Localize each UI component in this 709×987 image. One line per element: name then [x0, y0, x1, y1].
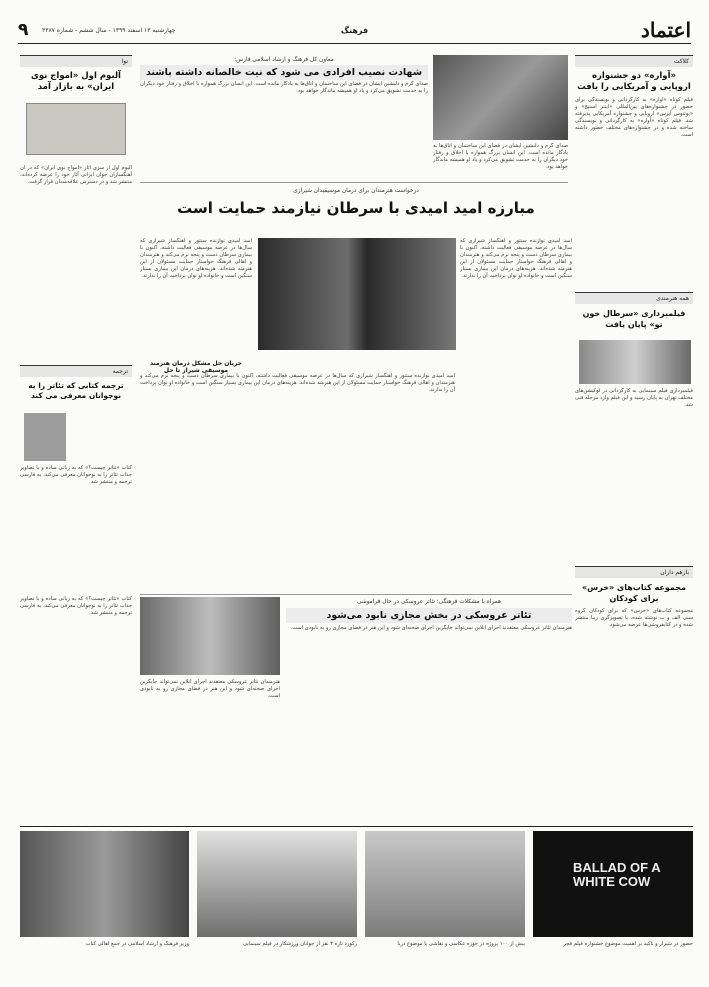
- bottom-strip: [20, 826, 693, 971]
- main-subhead: جریان حل مشکل درمان هنرمند موسیقی شیراز تا حل: [150, 360, 242, 374]
- bookstore-photo: [20, 831, 189, 937]
- caption-3: رکورد تازه ۳ نفر از جوانان ورزشکار در فیلم سینمایی: [242, 941, 357, 947]
- left-middle-headline: ترجمه کتابی که تئاتر را به نوجوانان معرفی می کند: [28, 381, 124, 400]
- main-body-col3: امید امیدی نوازنده سنتور و آهنگساز شیرازی که سال‌ها در عرصه موسیقی فعالیت داشته، اکنون با بیماری سرطان دست و پنجه نرم می‌کند و هنرمندان و اهالی فرهنگ خواستار حمایت مسئولان از این هنرمند شده‌اند. هزینه‌های درمان این بیماری بسیار سنگین است و خانواده او توان پرداخت آن را ندارند.: [140, 373, 455, 393]
- author-photo: [24, 413, 66, 461]
- lead-story: [140, 55, 568, 183]
- lead-headline: شهادت نصیب افرادی می شود که نیت خالصانه داشته باشند: [140, 65, 428, 80]
- main-body-col1: امید امیدی نوازنده سنتور و آهنگساز شیرازی که سال‌ها در عرصه موسیقی فعالیت داشته، اکنون با بیماری سرطان دست و پنجه نرم می‌کند و هنرمندان و اهالی فرهنگ خواستار حمایت مسئولان از این هنرمند شده‌اند. هزینه‌های درمان این بیماری بسیار سنگین است و خانواده او توان پرداخت آن را ندارند.: [460, 238, 572, 279]
- right-middle-body: فیلمبرداری فیلم سینمایی به کارگردانی در لوکیشن‌های مختلف تهران به پایان رسید و این فیلم وارد مرحله فنی شد.: [575, 388, 693, 408]
- right-top-column: [575, 55, 693, 283]
- right-bottom-headline: مجموعه کتاب‌های «خرس» برای کودکان: [582, 583, 686, 603]
- right-bottom-body: مجموعه کتاب‌های «خرس» که برای کودکان گروه سنی الف و ب نوشته شده، با تصویرگری زیبا منتشر شده و در کتابفروشی‌ها عرضه می‌شود.: [575, 608, 693, 628]
- main-body-col2: امید امیدی نوازنده سنتور و آهنگساز شیرازی که سال‌ها در عرصه موسیقی فعالیت داشته، اکنون با بیماری سرطان دست و پنجه نرم می‌کند و هنرمندان و اهالی فرهنگ خواستار حمایت مسئولان از این هنرمند شده‌اند. هزینه‌های درمان این بیماری بسیار سنگین است و خانواده او توان پرداخت آن را ندارند.: [140, 238, 252, 279]
- main-story-photo: [258, 238, 456, 350]
- column-body: فیلم کوتاه «آواره» به کارگردانی و نویسندگی برای حضور در جشنواره‌های بین‌المللی «اینتر استیج» و «بوئنوس آیرس» اروپایی و جشنواره آمریکایی پذیرفته شد. فیلم کوتاه «آواره» به کارگردانی و نویسندگی ساخته شده و در جشنواره‌های مختلف حضور داشته است.: [575, 97, 693, 138]
- masthead: [18, 20, 691, 44]
- theatre-photo: [140, 597, 280, 675]
- main-headline: مبارزه امید امیدی با سرطان نیازمند حمایت است: [177, 199, 535, 217]
- painting-photo: [365, 831, 525, 937]
- page-number: ۹: [18, 20, 29, 40]
- theatre-body-2: هنرمندان تئاتر عروسکی معتقدند اجرای آنلاین نمی‌تواند جایگزین اجرای صحنه‌ای شود و این هنر در فضای مجازی رو به نابودی است.: [140, 679, 280, 699]
- main-story: [140, 188, 572, 588]
- left-middle-body: کتاب «تئاتر چیست؟» که به زبانی ساده و با تصاویر جذاب تئاتر را به نوجوانان معرفی می‌کند، به فارسی ترجمه و منتشر شد.: [20, 465, 132, 485]
- right-bottom-column: [575, 566, 693, 816]
- section-title: فرهنگ: [340, 26, 369, 35]
- right-bottom-label: بازهم داران: [575, 566, 693, 578]
- left-top-headline: آلبوم اول «امواج نوی ایران» به بازار آمد: [31, 71, 121, 92]
- main-kicker: درخواست هنرمندان برای درمان موسیقیدان شیرازی: [293, 188, 419, 194]
- lead-story-photo: [433, 55, 568, 140]
- theatre-story: [140, 594, 572, 819]
- film-photo: [579, 340, 691, 384]
- theatre-headline: تئاتر عروسکی در بخش مجازی نابود می‌شود: [286, 608, 572, 623]
- theatre-kicker: همراه با مشکلات فرهنگی؛ تئاتر عروسکی در حال فراموشی: [356, 599, 502, 605]
- lead-kicker: معاون کل فرهنگ و ارشاد اسلامی فارس:: [234, 57, 334, 63]
- caption-4: وزیر فرهنگ و ارشاد اسلامی در جمع اهالی کتاب: [85, 941, 189, 947]
- left-top-column: [20, 55, 132, 360]
- left-middle-label: ترجمه: [20, 365, 132, 377]
- lead-body: صدای گرم و دلنشین ایشان در فضای این ساختمان و اتاق‌ها به یادگار مانده است. این انسان بزرگ همواره با اخلاق و رفتار خود دیگران را به خدمت تشویق می‌کرد و یاد او همیشه ماندگار خواهد بود.: [140, 81, 428, 94]
- left-top-body: آلبوم اول از سری آثار «امواج نوی ایران» که در آن آهنگسازان جوان ایرانی آثار خود را عرضه کرده‌اند، منتشر شد و در دسترس علاقه‌مندان قرار گرفت.: [20, 165, 132, 185]
- newspaper-logo: اعتماد: [640, 18, 691, 42]
- lead-caption: صدای گرم و دلنشین ایشان در فضای این ساختمان و اتاق‌ها به یادگار مانده است. این انسان بزرگ همواره با اخلاق و رفتار خود دیگران را به خدمت تشویق می‌کرد و یاد او همیشه ماندگار خواهد بود.: [433, 143, 568, 170]
- column-headline: «آواره» دو جشنواره اروپایی و آمریکایی را یافت: [577, 71, 691, 92]
- issue-meta: چهارشنبه ۱۳ اسفند ۱۳۹۹ - سال ششم - شماره ۳۳۸۷: [42, 27, 176, 34]
- column-label: کلاکت: [575, 55, 693, 67]
- left-bottom-column: [20, 596, 132, 818]
- caption-1: حضور در شیراز و تاکید بر اهمیت موضوع جشنواره فیلم فجر: [563, 941, 693, 947]
- theatre-body: هنرمندان تئاتر عروسکی معتقدند اجرای آنلاین نمی‌تواند جایگزین اجرای صحنه‌ای شود و این هنر در فضای مجازی رو به نابودی است.: [290, 625, 572, 631]
- sport-photo: [197, 831, 357, 937]
- album-cover: [26, 103, 126, 155]
- right-middle-column: [575, 292, 693, 560]
- right-middle-label: همه هنرمندی: [575, 292, 693, 304]
- left-middle-column: [20, 365, 132, 590]
- poster-photo: [533, 831, 693, 937]
- caption-2: بیش از ۱۰۰ پروژه در حوزه عکاسی و نقاشی با موضوع دریا: [397, 941, 525, 947]
- left-bottom-body: کتاب «تئاتر چیست؟» که به زبانی ساده و با تصاویر جذاب تئاتر را به نوجوانان معرفی می‌کند، به فارسی ترجمه و منتشر شد.: [20, 596, 132, 616]
- right-middle-headline: فیلمبرداری «سرطال خون تو» پایان یافت: [582, 309, 686, 329]
- poster-title: BALLAD OF A WHITE COW: [573, 860, 661, 889]
- left-top-label: نوا: [20, 55, 132, 67]
